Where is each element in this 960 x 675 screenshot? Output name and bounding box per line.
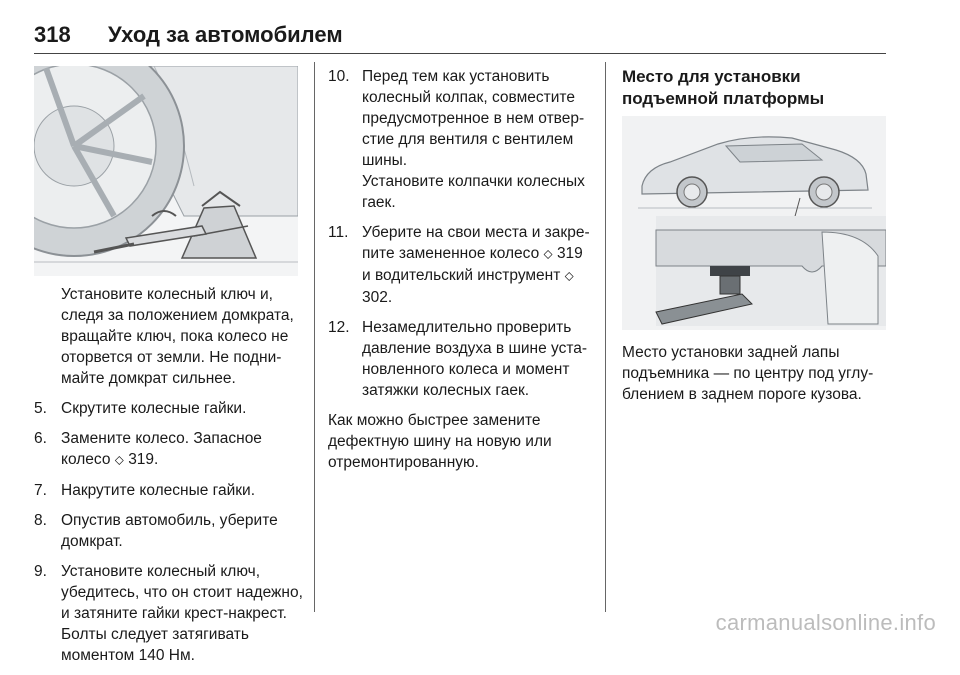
column-divider	[605, 62, 606, 612]
step-text: Опустив автомобиль, уберите домкрат.	[61, 512, 278, 550]
step-number: 12.	[328, 319, 350, 336]
page-reference-icon: ⬦	[114, 453, 124, 468]
header-rule	[34, 53, 886, 54]
figure-caption: Место установки задней лапы подъемника — по центру под углублением в заднем пороге кузова.	[622, 344, 874, 403]
list-item	[328, 66, 590, 213]
step-number: 10.	[328, 68, 350, 85]
step-text: Накрутите колесные гайки.	[61, 482, 256, 499]
note-paragraph: Как можно быстрее замените дефектную шину на новую или отремонтированную.	[328, 412, 552, 471]
step-number: 5.	[34, 400, 47, 417]
page-reference-link[interactable]: 319	[556, 245, 583, 262]
lift-point-figure	[622, 116, 886, 330]
list-item	[34, 480, 304, 501]
step-text: Перед тем как установить колесный колпак, совместите предусмотренное в нем отверстие для вентиля с вентилем шины.	[362, 68, 585, 169]
step-text: Установите колесный ключ, убедитесь, что он стоит надежно, и затяните гайки крест-накрест. Болты следует затягивать моментом 140 Нм.	[61, 563, 303, 664]
list-item	[34, 398, 304, 419]
section-title: Место для установки подъемной платформы	[622, 67, 825, 108]
step-number: 6.	[34, 430, 47, 447]
step-number: 7.	[34, 482, 47, 499]
column-divider	[314, 62, 315, 612]
step-number: 9.	[34, 563, 47, 580]
page-reference-link[interactable]: 319.	[128, 451, 159, 468]
step-number: 8.	[34, 512, 47, 529]
step-number: 11.	[328, 224, 349, 241]
step-text: Незамедлительно проверить давление воздуха в шине установленного колеса и момент затяжки колесных гаек.	[362, 319, 588, 399]
page-reference-icon: ⬦	[543, 247, 553, 262]
list-item	[328, 317, 590, 401]
column-3	[622, 66, 888, 110]
step-text: Замените колесо. Запасное колесо	[61, 430, 262, 468]
page-title: Уход за автомобилем	[108, 22, 343, 47]
page-header	[34, 22, 886, 52]
step-text: и водительский инструмент	[362, 267, 561, 284]
step-subtext: Установите колпачки колесных гаек.	[362, 173, 585, 211]
jack-figure	[34, 66, 298, 276]
watermark: carmanualsonline.info	[715, 610, 936, 635]
list-item	[34, 561, 304, 666]
list-item	[328, 222, 590, 308]
caption-column	[622, 342, 888, 405]
list-item	[34, 510, 304, 552]
column-2	[328, 66, 590, 473]
step-text: Уберите на свои места и закрепите замененное колесо	[362, 224, 590, 262]
column-1	[34, 284, 304, 675]
list-item	[34, 428, 304, 471]
step-text: Скрутите колесные гайки.	[61, 400, 247, 417]
page-reference-icon: ⬦	[564, 269, 574, 284]
intro-paragraph: Установите колесный ключ и, следя за положением домкрата, вращайте ключ, пока колесо не оторвется от земли. Не поднимайте домкрат сильнее.	[61, 286, 294, 387]
page-number: 318	[34, 22, 71, 47]
page-reference-link[interactable]: 302.	[362, 289, 393, 306]
